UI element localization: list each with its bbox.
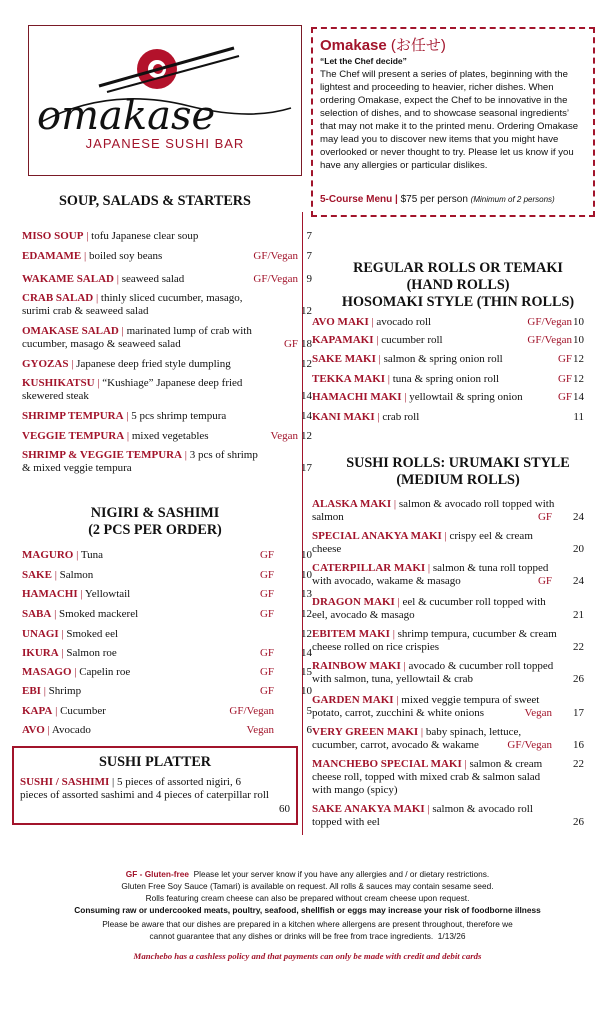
menu-item-price: 17: [573, 707, 584, 719]
separator: |: [58, 647, 67, 659]
footer-line-2: Gluten Free Soy Sauce (Tamari) is available on request. All rolls & sauces may contain sesame seed.: [121, 881, 494, 891]
menu-item-desc: 5 pcs shrimp tempura: [131, 410, 227, 422]
menu-item: [312, 334, 584, 347]
menu-item-desc: Salmon roe: [66, 647, 117, 659]
menu-item: [312, 316, 584, 329]
dietary-tag: GF: [259, 549, 274, 561]
menu-item-desc: Cucumber: [60, 705, 106, 717]
menu-item-name: EBI: [22, 685, 41, 697]
menu-item: [22, 325, 312, 351]
menu-item: [312, 373, 584, 386]
menu-item: [312, 628, 584, 654]
menu-item-price: 17: [301, 462, 312, 474]
menu-item-text: [22, 292, 268, 318]
menu-item-price: 12: [573, 353, 584, 365]
dietary-tag: GF: [557, 353, 572, 365]
menu-item-name: TEKKA MAKI: [312, 373, 386, 385]
menu-item-name: OMAKASE SALAD: [22, 325, 119, 337]
menu-item: [312, 498, 584, 524]
logo: [28, 25, 302, 176]
menu-item-desc: seaweed salad: [121, 273, 185, 285]
dietary-tag: GF: [259, 685, 274, 697]
menu-item-text: [22, 724, 192, 737]
separator: |: [401, 391, 410, 403]
menu-item-price: 10: [301, 569, 312, 581]
footer-line-3: Rolls featuring cream cheese can also be prepared without cream cheese upon request.: [145, 893, 470, 903]
menu-item-name: KANI MAKI: [312, 411, 375, 423]
menu-item-price: 24: [573, 575, 584, 587]
cashless-note: Manchebo has a cashless policy and that payments can only be made with credit and debit cards: [133, 951, 482, 961]
menu-item-price: 10: [301, 549, 312, 561]
menu-item: [22, 569, 312, 582]
footer-line-4: Consuming raw or undercooked meats, poultry, seafood, shellfish or eggs may increase your risk of foodborne illness: [74, 905, 541, 915]
menu-item-price: 11: [573, 411, 584, 423]
omakase-price: 5-Course Menu | $75 per person (Minimum of 2 persons): [320, 194, 555, 205]
menu-item-text: [22, 666, 192, 679]
dietary-tag: GF: [557, 391, 572, 403]
dietary-tag: GF: [259, 588, 274, 600]
dietary-tag: GF: [259, 666, 274, 678]
menu-item: [312, 411, 584, 424]
menu-item-name: EBITEM MAKI: [312, 628, 390, 640]
menu-item-price: 18: [301, 338, 312, 350]
menu-item-price: 26: [573, 816, 584, 828]
menu-item-price: 13: [301, 588, 312, 600]
menu-item-desc: boiled soy beans: [88, 250, 163, 262]
separator: |: [373, 334, 382, 346]
separator: |: [374, 411, 383, 423]
dietary-tag: GF: [259, 647, 274, 659]
menu-item: [22, 377, 312, 403]
menu-item-desc: Capelin roe: [79, 666, 131, 678]
menu-item-price: 22: [573, 758, 584, 770]
separator: |: [391, 498, 399, 510]
menu-item-text: [22, 685, 192, 698]
menu-item: [22, 666, 312, 679]
menu-item-desc: salmon & cream cheese roll, topped with mixed crab & salmon salad with mango (spicy): [312, 758, 543, 796]
platter-heading: SUSHI PLATTER: [98, 754, 212, 770]
separator: |: [44, 724, 52, 736]
dietary-tag: GF: [557, 373, 572, 385]
menu-item-price: 16: [573, 739, 584, 751]
menu-item-text: [312, 530, 558, 556]
menu-item-text: [22, 705, 192, 718]
menu-item-name: CRAB SALAD: [22, 292, 94, 304]
menu-item-desc: crab roll: [382, 411, 420, 423]
menu-item-price: 12: [301, 608, 312, 620]
dietary-tag: GF: [537, 511, 552, 523]
menu-item-price: 10: [301, 685, 312, 697]
menu-item: [312, 530, 584, 556]
menu-item-name: AVO: [22, 724, 45, 736]
menu-item: [312, 353, 584, 366]
menu-item-text: [22, 588, 192, 601]
menu-item: [22, 608, 312, 621]
dietary-tag: GF/Vegan: [229, 705, 274, 717]
menu-item-desc: Yellowtail: [84, 588, 131, 600]
menu-item-price: 7: [306, 230, 312, 242]
omakase-tagline: “Let the Chef decide”: [320, 56, 407, 66]
menu-item-desc: baby spinach, lettuce, cucumber, carrot, avocado & wakame: [312, 726, 522, 751]
menu-item-name: MISO SOUP: [22, 230, 84, 242]
separator: |: [393, 694, 402, 706]
omakase-description: The Chef will present a series of plates, beginning with the lightest and proceeding to heavier, richer dishes. When ordering Omakase, expect the Chef to be innovative in the selection of dishes, and to showcase seasonal ingredients’ that may not make it to the printed menu. Ordering Omakase may lead you to discover new items that you might have overlooked or never thought to try. Please let us know if you have any allergies or particular dislikes.: [320, 69, 579, 171]
menu-item-price: 14: [301, 647, 312, 659]
menu-item: [22, 430, 312, 443]
separator: |: [124, 430, 132, 442]
menu-item-name: SAKE MAKI: [312, 353, 376, 365]
menu-item-text: [22, 569, 192, 582]
dietary-tag: GF/Vegan: [253, 250, 298, 262]
menu-item-text: [22, 410, 268, 423]
menu-item-price: 20: [573, 543, 584, 555]
menu-item-text: [312, 596, 558, 622]
menu-item-name: WAKAME SALAD: [22, 273, 114, 285]
menu-item-text: [312, 660, 558, 686]
logo-wordmark: omakase: [37, 93, 216, 139]
separator: |: [52, 705, 61, 717]
separator: |: [389, 628, 398, 640]
dietary-tag: GF: [283, 338, 298, 350]
separator: |: [375, 353, 384, 365]
separator: |: [400, 660, 409, 672]
nigiri-heading: NIGIRI & SASHIMI (2 PCS PER ORDER): [88, 505, 222, 538]
menu-item-desc: salmon & spring onion roll: [383, 353, 503, 365]
separator: |: [93, 292, 101, 304]
menu-item-price: 10: [573, 334, 584, 346]
menu-item-name: SAKE: [22, 569, 52, 581]
menu-item-desc: Tuna: [80, 549, 104, 561]
menu-item-price: 26: [573, 673, 584, 685]
separator: |: [418, 726, 426, 738]
menu-item-desc: Japanese deep fried style dumpling: [76, 358, 231, 370]
menu-item-price: 10: [573, 316, 584, 328]
menu-item-name: RAINBOW MAKI: [312, 660, 401, 672]
footer-line-6: cannot guarantee that any dishes or drinks will be free from trace ingredients. 1/13/26: [149, 931, 466, 941]
menu-item-price: 14: [301, 410, 312, 422]
menu-item-price: 12: [301, 358, 312, 370]
menu-item-name: IKURA: [22, 647, 59, 659]
menu-item-name: DRAGON MAKI: [312, 596, 395, 608]
separator: |: [385, 373, 393, 385]
menu-item-name: HAMACHI: [22, 588, 78, 600]
menu-item-desc: eel & cucumber roll topped with eel, avocado & masago: [312, 596, 546, 621]
menu-item: [312, 391, 584, 404]
menu-item-name: SAKE ANAKYA MAKI: [312, 803, 425, 815]
menu-item-desc: salmon & avocado roll topped with eel: [312, 803, 533, 828]
menu-item-name: SHRIMP TEMPURA: [22, 410, 124, 422]
menu-item-text: [22, 628, 192, 641]
menu-item-name: SHRIMP & VEGGIE TEMPURA: [22, 449, 183, 461]
separator: |: [83, 230, 92, 242]
menu-item-desc: Shrimp: [48, 685, 82, 697]
separator: |: [368, 316, 377, 328]
dietary-tag: Vegan: [270, 430, 298, 442]
dietary-tag: GF: [259, 569, 274, 581]
menu-item-desc: tofu Japanese clear soup: [91, 230, 199, 242]
menu-item-text: [22, 608, 192, 621]
menu-item-price: 12: [301, 430, 312, 442]
separator: |: [51, 608, 60, 620]
menu-item-name: GYOZAS: [22, 358, 69, 370]
menu-item-price: 6: [306, 724, 312, 736]
menu-item: [312, 803, 584, 829]
restaurant-logo-mark: [29, 26, 301, 175]
menu-item: [22, 628, 312, 641]
menu-item: [312, 660, 584, 686]
menu-item-text: [312, 628, 558, 654]
menu-item: [22, 549, 312, 562]
menu-item-text: [22, 377, 268, 403]
dietary-tag: GF/Vegan: [527, 316, 572, 328]
menu-item-desc: Salmon: [59, 569, 94, 581]
menu-item-name: UNAGI: [22, 628, 59, 640]
menu-item: [22, 410, 312, 423]
footer-line-1: GF - Gluten-free Please let your server know if you have any allergies and / or dietary restrictions.: [125, 869, 490, 879]
separator: |: [425, 562, 433, 574]
menu-item-desc: 3 pcs of shrimp & mixed veggie tempura: [22, 449, 258, 474]
menu-item-name: MASAGO: [22, 666, 72, 678]
menu-item: [22, 273, 312, 286]
menu-item-price: 7: [306, 250, 312, 262]
menu-item-desc: mixed vegetables: [131, 430, 209, 442]
separator: |: [113, 273, 122, 285]
dietary-tag: GF/Vegan: [253, 273, 298, 285]
separator: |: [94, 377, 103, 389]
separator: |: [68, 358, 77, 370]
menu-item-price: 21: [573, 609, 584, 621]
menu-item: [312, 694, 584, 720]
menu-item-price: 15: [301, 666, 312, 678]
separator: |: [461, 758, 470, 770]
platter-item: SUSHI / SASHIMI | 5 pieces of assorted nigiri, 6 pieces of assorted sashimi and 4 pieces of caterpillar roll: [20, 776, 269, 801]
menu-item: [22, 250, 312, 263]
menu-item-name: KUSHIKATSU: [22, 377, 95, 389]
separator: |: [394, 596, 403, 608]
menu-item-desc: thinly sliced cucumber, masago, surimi crab & seaweed salad: [22, 292, 243, 317]
menu-item-desc: marinated lump of crab with cucumber, masago & seaweed salad: [22, 325, 252, 350]
regular-heading: REGULAR ROLLS OR TEMAKI (HAND ROLLS) HOSOMAKI STYLE (THIN ROLLS): [341, 260, 575, 310]
footer: [0, 868, 615, 962]
menu-item-desc: crispy eel & cream cheese: [312, 530, 533, 555]
menu-item: [22, 705, 312, 718]
separator: |: [77, 588, 85, 600]
dietary-tag: Vegan: [524, 707, 552, 719]
menu-item: [22, 230, 312, 243]
menu-item-name: GARDEN MAKI: [312, 694, 394, 706]
menu-item-name: KAPA: [22, 705, 53, 717]
menu-item-text: [22, 358, 268, 371]
soup-heading: SOUP, SALADS & STARTERS: [59, 193, 251, 209]
menu-item-price: 12: [301, 305, 312, 317]
menu-item-desc: tuna & spring onion roll: [392, 373, 500, 385]
menu-item: [22, 685, 312, 698]
menu-item-price: 12: [301, 628, 312, 640]
dietary-tag: Vegan: [246, 724, 274, 736]
menu-item-price: 24: [573, 511, 584, 523]
menu-item: [312, 596, 584, 622]
menu-item-price: 5: [306, 705, 312, 717]
separator: |: [424, 803, 433, 815]
menu-item-name: KAPAMAKI: [312, 334, 374, 346]
menu-item-desc: Avocado: [51, 724, 91, 736]
separator: |: [58, 628, 67, 640]
menu-item-name: VEGGIE TEMPURA: [22, 430, 125, 442]
menu-item-name: SPECIAL ANAKYA MAKI: [312, 530, 442, 542]
menu-item-name: SABA: [22, 608, 52, 620]
menu-item-name: EDAMAME: [22, 250, 82, 262]
menu-item: [22, 724, 312, 737]
separator: |: [51, 569, 60, 581]
menu-item: [22, 292, 312, 318]
dietary-tag: GF: [259, 608, 274, 620]
menu-item-desc: avocado roll: [376, 316, 432, 328]
menu-item: [22, 449, 312, 475]
menu-item-text: [22, 647, 192, 660]
separator: |: [71, 666, 80, 678]
menu-item-name: MAGURO: [22, 549, 74, 561]
menu-item-price: 12: [573, 373, 584, 385]
menu-item-desc: Smoked eel: [66, 628, 119, 640]
menu-item-desc: salmon & tuna roll topped with avocado, wakame & masago: [312, 562, 549, 587]
sushirolls-heading: SUSHI ROLLS: URUMAKI STYLE (MEDIUM ROLLS): [346, 455, 570, 488]
separator: |: [81, 250, 89, 262]
platter-price: 60: [279, 803, 290, 815]
menu-item-name: MANCHEBO SPECIAL MAKI: [312, 758, 462, 770]
menu-item: [312, 726, 584, 752]
menu-item-text: [22, 230, 268, 243]
menu-item: [22, 358, 312, 371]
menu-item-desc: avocado & cucumber roll topped with salmon, tuna, yellowtail & crab: [312, 660, 554, 685]
omakase-title: Omakase (お任せ): [320, 37, 446, 54]
separator: |: [73, 549, 81, 561]
menu-item: [22, 647, 312, 660]
dietary-tag: GF/Vegan: [507, 739, 552, 751]
dietary-tag: GF/Vegan: [527, 334, 572, 346]
menu-item-text: [312, 411, 582, 424]
separator: |: [40, 685, 49, 697]
menu-item-desc: “Kushiage” Japanese deep fried skewered steak: [22, 377, 243, 402]
menu-item-text: [22, 549, 192, 562]
menu-item: [22, 588, 312, 601]
menu-item-price: 14: [301, 390, 312, 402]
menu-item-name: VERY GREEN MAKI: [312, 726, 419, 738]
menu-item-desc: salmon & avocado roll topped with salmon: [312, 498, 555, 523]
separator: |: [182, 449, 190, 461]
menu-item-text: [312, 758, 558, 797]
dietary-tag: GF: [537, 575, 552, 587]
menu-item-text: [22, 449, 268, 475]
menu-item: [312, 758, 584, 797]
menu-item-price: 22: [573, 641, 584, 653]
separator: |: [123, 410, 132, 422]
menu-item-desc: mixed veggie tempura of sweet potato, carrot, zucchini & white onions: [312, 694, 540, 719]
menu-item-desc: cucumber roll: [381, 334, 443, 346]
menu-item-desc: Smoked mackerel: [59, 608, 139, 620]
menu-item: [312, 562, 584, 588]
separator: |: [441, 530, 450, 542]
menu-item-text: [312, 803, 558, 829]
omakase-box: [311, 27, 595, 217]
menu-item-desc: yellowtail & spring onion: [409, 391, 523, 403]
menu-item-name: CATERPILLAR MAKI: [312, 562, 426, 574]
menu-item-price: 14: [573, 391, 584, 403]
menu-item-desc: shrimp tempura, cucumber & cream cheese rolled on rice crispies: [312, 628, 557, 653]
menu-item-price: 9: [306, 273, 312, 285]
separator: |: [118, 325, 127, 337]
menu-item-name: AVO MAKI: [312, 316, 369, 328]
logo-subtitle: JAPANESE SUSHI BAR: [85, 136, 245, 151]
menu-item-name: HAMACHI MAKI: [312, 391, 402, 403]
menu-item-name: ALASKA MAKI: [312, 498, 392, 510]
footer-line-5: Please be aware that our dishes are prepared in a kitchen where allergens are present throughout, therefore we: [102, 919, 513, 929]
